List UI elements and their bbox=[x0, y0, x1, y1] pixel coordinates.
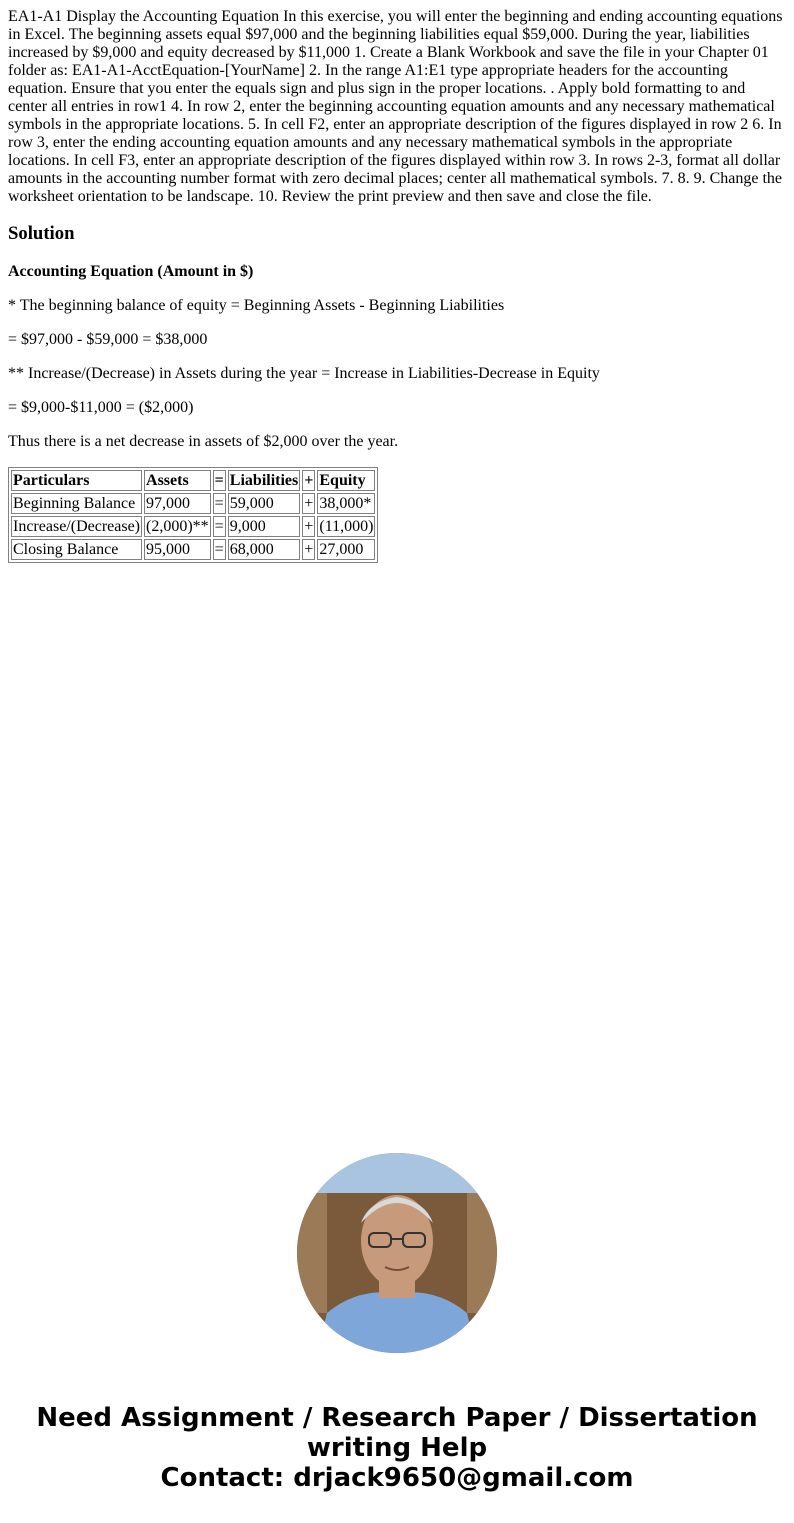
solution-line-assets: ** Increase/(Decrease) in Assets during the year = Increase in Liabilities-Decrease in Equity bbox=[8, 365, 600, 382]
table-cell: + bbox=[302, 493, 315, 514]
accounting-equation-table bbox=[8, 467, 378, 563]
table-cell: = bbox=[213, 493, 226, 514]
solution-line-conclusion: Thus there is a net decrease in assets of $2,000 over the year. bbox=[8, 433, 399, 450]
promo-contact: Contact: drjack9650@gmail.com bbox=[160, 1463, 634, 1493]
table-cell: 59,000 bbox=[228, 493, 300, 514]
solution-subtitle: Accounting Equation (Amount in $) bbox=[8, 263, 254, 280]
table-cell: 27,000 bbox=[317, 539, 375, 560]
table-cell: 95,000 bbox=[144, 539, 211, 560]
author-avatar bbox=[297, 1153, 497, 1353]
table-cell: Increase/(Decrease) bbox=[13, 518, 141, 535]
table-cell: 97,000 bbox=[144, 493, 211, 514]
article bbox=[8, 8, 786, 563]
table-cell: 9,000 bbox=[228, 516, 300, 537]
solution-heading: Solution bbox=[8, 223, 75, 244]
table-row bbox=[11, 493, 375, 514]
table-header-cell: + bbox=[304, 472, 314, 489]
table-header-cell: Liabilities bbox=[229, 472, 299, 489]
promo-banner bbox=[0, 1403, 794, 1493]
table-cell: 38,000* bbox=[317, 493, 375, 514]
promo-line: Need Assignment / Research Paper / Dissertation bbox=[36, 1403, 758, 1433]
promo-line: writing Help bbox=[306, 1433, 488, 1463]
table-cell: Closing Balance bbox=[11, 539, 142, 560]
author-portrait-icon bbox=[297, 1153, 497, 1353]
table-cell: + bbox=[302, 539, 315, 560]
solution-line-assets-calc: = $9,000-$11,000 = ($2,000) bbox=[8, 399, 194, 416]
table-cell: + bbox=[302, 516, 315, 537]
table-header-cell: = bbox=[214, 472, 224, 489]
solution-line-equity: * The beginning balance of equity = Beginning Assets - Beginning Liabilities bbox=[8, 297, 505, 314]
table-cell: 68,000 bbox=[228, 539, 300, 560]
question-text: EA1-A1 Display the Accounting Equation In this exercise, you will enter the beginning and ending accounting equations in Excel. The beginning assets equal $97,000 and the beginning liabilities equal $59,000. During the year, liabilities increased by $9,000 and equity decreased by $11,000 1. Create a Blank Workbook and save the file in your Chapter 01 folder as: EA1-A1-AcctEquation-[YourName] 2. In the range A1:E1 type appropriate headers for the accounting equation. Ensure that you enter the equals sign and plus sign in the proper locations. . Apply bold formatting to and center all entries in row1 4. In row 2, enter the beginning accounting equation amounts and any necessary mathematical symbols in the appropriate locations. 5. In cell F2, enter an appropriate description of the figures displayed in row 2 6. In row 3, enter the ending accounting equation amounts and any necessary mathematical symbols in the appropriate locations. In cell F3, enter an appropriate description of the figures displayed within row 3. In rows 2-3, format all dollar amounts in the accounting number format with zero decimal places; center all mathematical symbols. 7. 8. 9. Change the worksheet orientation to be landscape. 10. Review the print preview and then save and close the file. bbox=[8, 8, 783, 205]
table-cell: = bbox=[213, 516, 226, 537]
table-row bbox=[11, 516, 375, 537]
table-header-cell: Particulars bbox=[11, 470, 142, 491]
table-cell: = bbox=[213, 539, 226, 560]
table-header-row bbox=[11, 470, 375, 491]
table-row bbox=[11, 539, 375, 560]
table-cell: (11,000) bbox=[319, 518, 374, 535]
table-header-cell: Equity bbox=[317, 470, 375, 491]
table-header-cell: Assets bbox=[144, 470, 211, 491]
table-cell: Beginning Balance bbox=[11, 493, 142, 514]
table-cell: (2,000)** bbox=[146, 518, 209, 535]
solution-line-equity-calc: = $97,000 - $59,000 = $38,000 bbox=[8, 331, 208, 348]
